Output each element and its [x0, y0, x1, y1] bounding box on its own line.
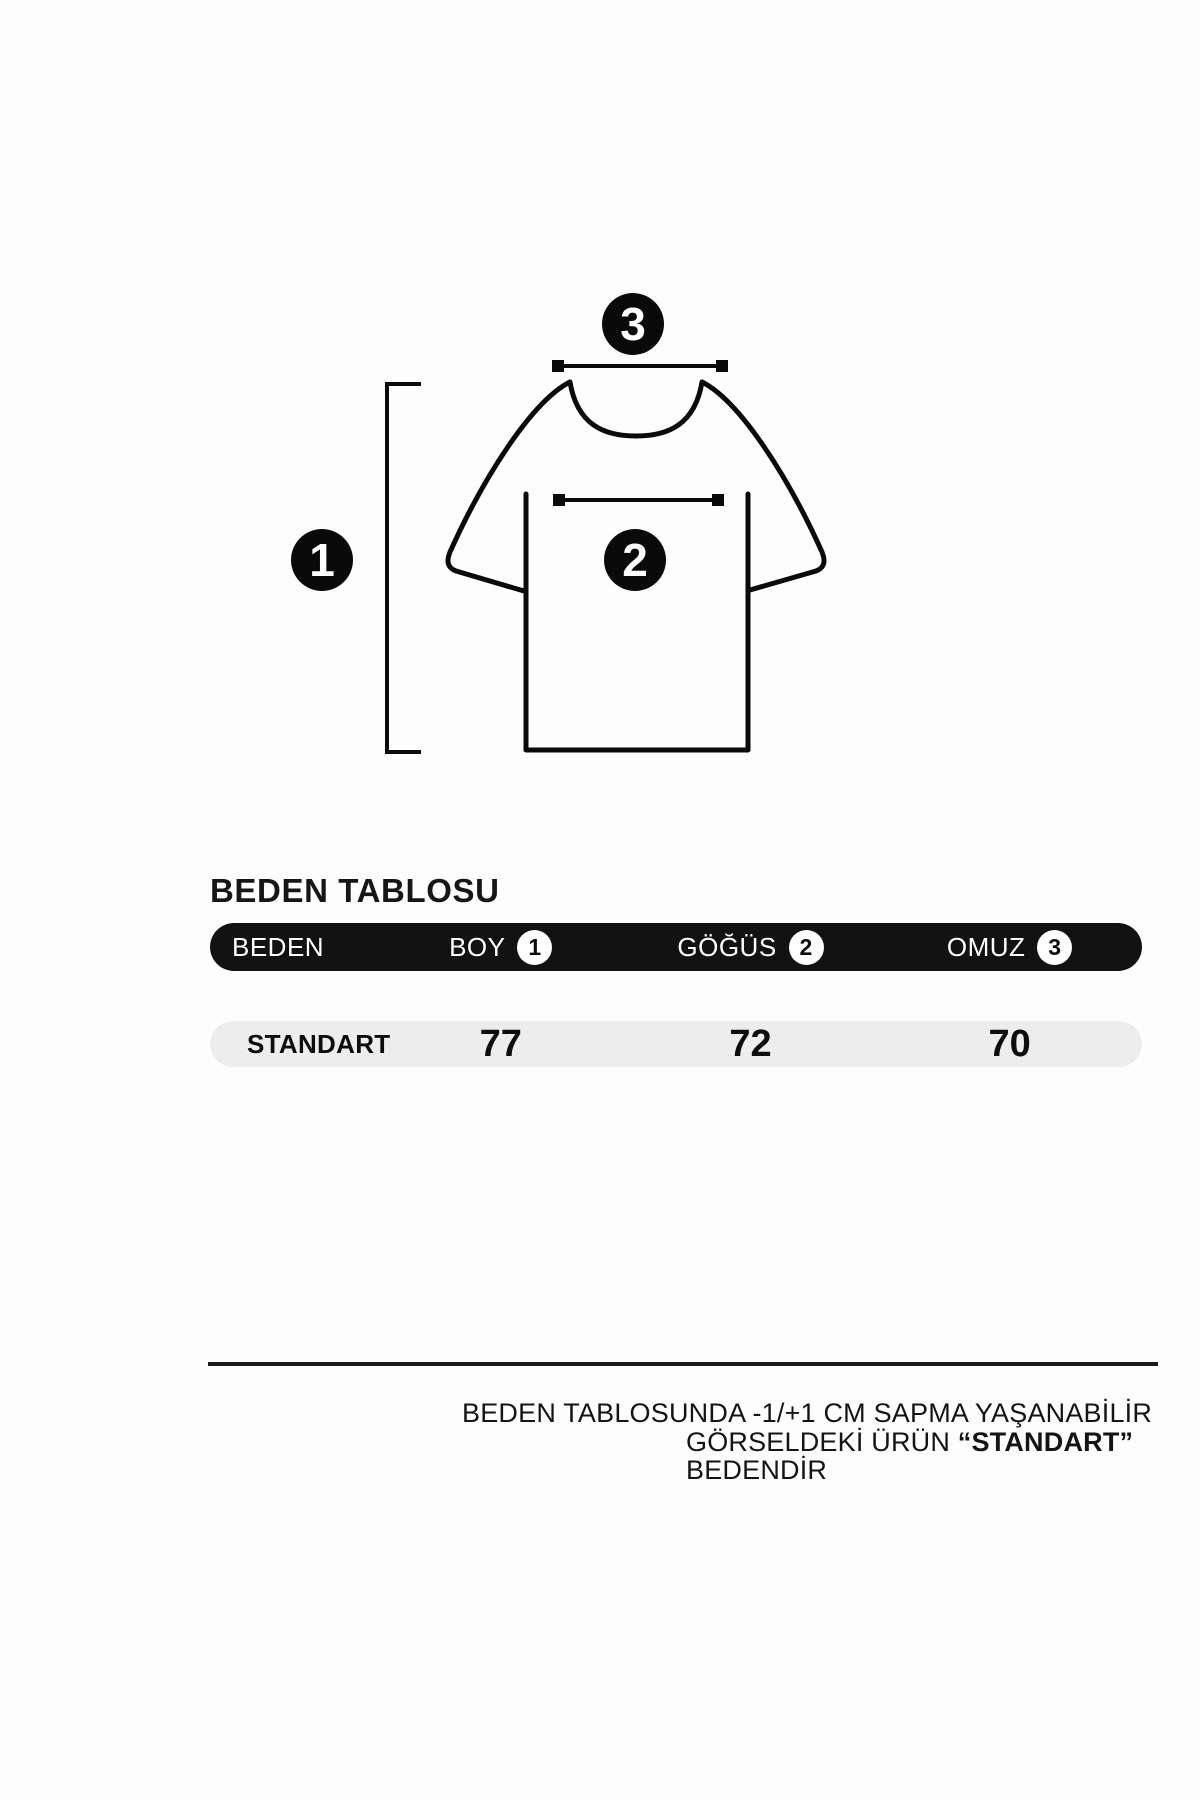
footer-line2-prefix: GÖRSELDEKİ ÜRÜN	[686, 1426, 958, 1457]
footer-note	[462, 1398, 1153, 1485]
footer-line2-bold: “STANDART”	[957, 1426, 1134, 1457]
header-cell-length	[378, 930, 624, 965]
tshirt-left-sleeve	[448, 382, 570, 591]
header-length-label: BOY	[449, 931, 506, 962]
header-chest-label: GÖĞÜS	[677, 931, 777, 962]
header-cell-shoulder	[877, 930, 1142, 965]
header-shoulder-label: OMUZ	[946, 931, 1026, 962]
row-chest-value: 72	[729, 1022, 772, 1065]
header-size-label: BEDEN	[232, 931, 325, 962]
svg-text:1: 1	[309, 534, 335, 586]
length-badge	[291, 529, 353, 591]
shoulder-badge	[602, 293, 664, 355]
header-cell-chest	[624, 930, 878, 965]
svg-text:2: 2	[622, 534, 648, 586]
size-table-row-standart	[210, 1021, 1142, 1067]
row-length-value: 77	[479, 1022, 522, 1065]
chest-measure-line	[553, 494, 724, 506]
chest-badge	[604, 529, 666, 591]
tshirt-measurement-diagram	[270, 280, 890, 780]
svg-text:3: 3	[620, 298, 646, 350]
shoulder-measure-line	[552, 360, 728, 372]
footer-line3: BEDENDİR	[686, 1455, 828, 1485]
row-size-value: STANDART	[247, 1028, 391, 1059]
size-table-header	[210, 923, 1142, 971]
header-length-badge: 1	[517, 930, 552, 965]
footer-divider	[208, 1362, 1158, 1366]
length-measure-bracket	[387, 384, 419, 752]
header-chest-badge: 2	[789, 930, 824, 965]
size-table-title: BEDEN TABLOSU	[210, 872, 500, 909]
tshirt-neckline	[570, 382, 702, 436]
row-shoulder-value: 70	[988, 1022, 1031, 1065]
footer-line1: BEDEN TABLOSUNDA -1/+1 CM SAPMA YAŞANABİLİR	[462, 1398, 1153, 1428]
header-cell-size	[210, 932, 378, 963]
footer-line2	[686, 1428, 1144, 1457]
tshirt-right-sleeve	[702, 382, 824, 590]
header-shoulder-badge: 3	[1037, 930, 1072, 965]
